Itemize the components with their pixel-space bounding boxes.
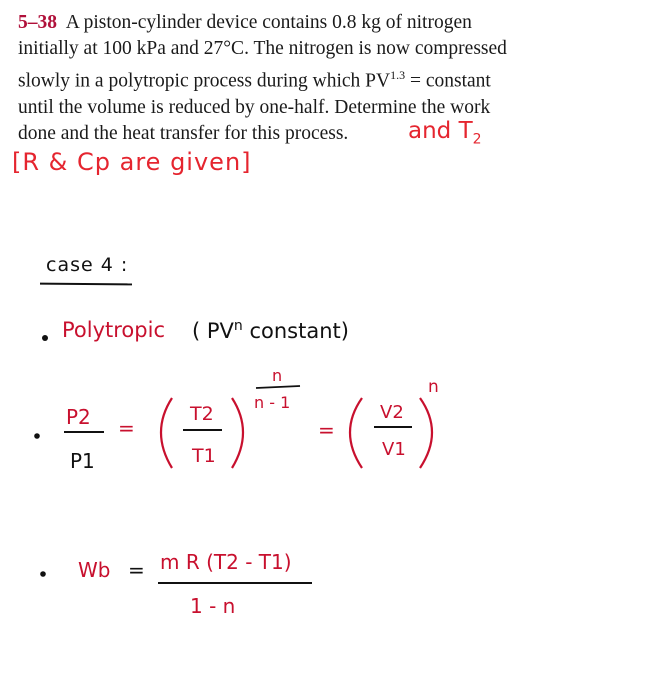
paren-close: constant): [249, 319, 349, 343]
problem-text-4: until the volume is reduced by one-half. Determine the work: [18, 96, 491, 118]
problem-text-3: slowly in a polytropic process during which PV: [18, 70, 391, 92]
right-paren-1: [232, 398, 243, 468]
rhs-denominator: V1: [382, 439, 406, 460]
exp-fraction-bar: [256, 386, 300, 388]
and-t-sub: 2: [472, 131, 482, 148]
paren-open: ( PV: [192, 319, 234, 343]
lhs-numerator: P2: [66, 405, 91, 429]
left-paren-2: [350, 398, 362, 468]
work-lhs: Wb: [78, 558, 111, 582]
equals-3: =: [128, 558, 145, 582]
case-heading: case 4 :: [46, 254, 129, 276]
polytropic-label: Polytropic: [62, 318, 165, 342]
paren-exp: n: [233, 318, 243, 334]
work-numerator: m R (T2 - T1): [160, 550, 292, 574]
lhs-denominator: P1: [70, 449, 95, 473]
left-paren-1: [161, 398, 172, 468]
and-t-text: and T: [408, 118, 473, 144]
bullet-3: [40, 571, 46, 577]
rhs-exponent: n: [428, 377, 439, 397]
right-paren-2: [420, 398, 432, 468]
equals-1: =: [118, 416, 135, 440]
problem-number: 5–38: [18, 12, 57, 33]
exp-denominator: n - 1: [254, 393, 291, 412]
equals-2: =: [318, 418, 335, 442]
mid-numerator: T2: [190, 403, 214, 425]
mid-denominator: T1: [192, 445, 216, 467]
bullet-2: [34, 433, 40, 439]
problem-text-3b: = constant: [409, 70, 491, 92]
problem-text-2: initially at 100 kPa and 27°C. The nitrogen is now compressed: [18, 38, 507, 59]
problem-text-5: done and the heat transfer for this process.: [18, 122, 349, 144]
rhs-numerator: V2: [380, 402, 404, 423]
exp-numerator: n: [272, 366, 283, 385]
exponent: 1.3: [390, 68, 406, 82]
work-denominator: 1 - n: [190, 594, 236, 618]
problem-text-1: A piston-cylinder device contains 0.8 kg of nitrogen: [65, 12, 472, 33]
annotation-given: [R & Cp are given]: [12, 148, 252, 176]
